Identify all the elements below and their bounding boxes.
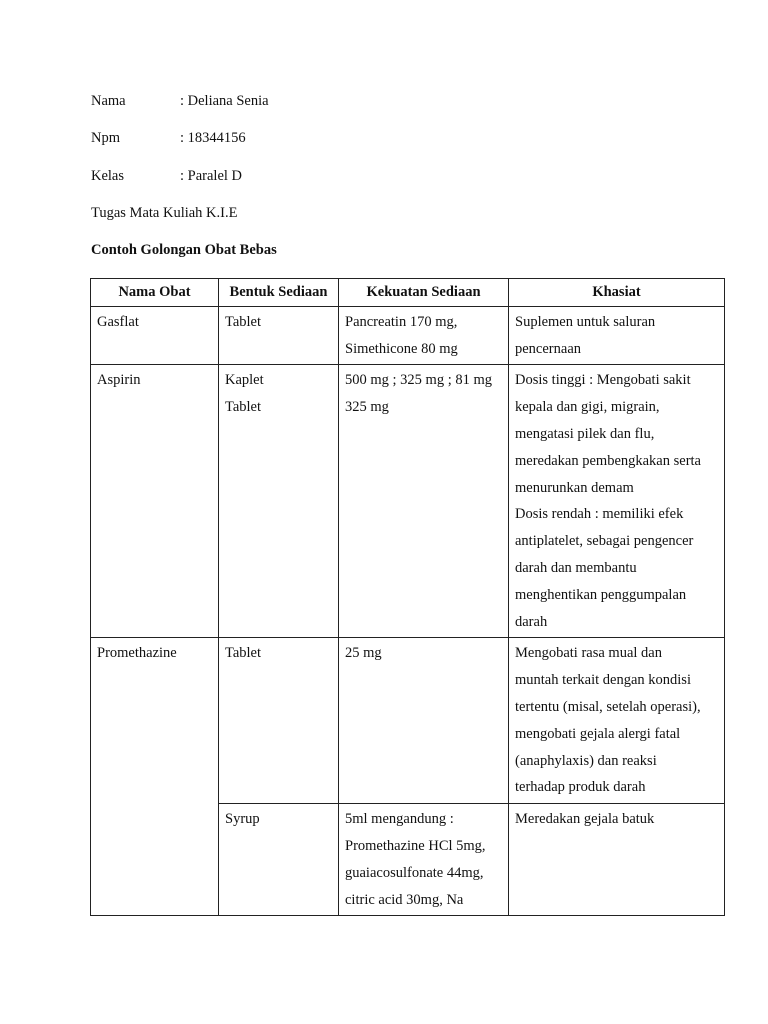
section-heading: Contoh Golongan Obat Bebas [91,242,277,258]
header-bentuk-sediaan: Bentuk Sediaan [219,279,339,307]
kelas-label: Kelas [91,168,125,184]
header-nama-obat: Nama Obat [91,279,219,307]
cell-aspirin-name: Aspirin [91,365,219,638]
cell-aspirin-benefit: Dosis tinggi : Mengobati sakit kepala dan gigi, migrain, mengatasi pilek dan flu, meredakan pembengkakan serta menurunkan demam Dosis rendah : memiliki efek antiplatelet, sebagai pengencer darah dan membantu menghentikan penggumpalan darah [509,365,725,638]
header-khasiat: Khasiat [509,279,725,307]
drug-table [90,278,725,916]
npm-row [91,128,246,148]
kelas-row [91,166,242,186]
table-row-aspirin [91,365,725,638]
header-kekuatan-sediaan: Kekuatan Sediaan [339,279,509,307]
cell-promethazine-tablet-form: Tablet [219,638,339,804]
cell-aspirin-form: Kaplet Tablet [219,365,339,638]
cell-promethazine-name: Promethazine [91,638,219,916]
kelas-value: : Paralel D [180,168,243,184]
table-header-row [91,279,725,307]
name-row [91,91,269,111]
assignment-title: Tugas Mata Kuliah K.I.E [91,205,238,221]
cell-promethazine-tablet-benefit: Mengobati rasa mual dan muntah terkait dengan kondisi tertentu (misal, setelah operasi), mengobati gejala alergi fatal (anaphylaxis) dan reaksi terhadap produk darah [509,638,725,804]
npm-label: Npm [91,130,120,146]
name-label: Nama [91,93,126,109]
cell-gasflat-name: Gasflat [91,306,219,365]
table-row-gasflat [91,306,725,365]
cell-promethazine-syrup-form: Syrup [219,804,339,916]
cell-promethazine-syrup-benefit: Meredakan gejala batuk [509,804,725,916]
npm-value: : 18344156 [180,130,246,146]
cell-gasflat-benefit: Suplemen untuk saluran pencernaan [509,306,725,365]
cell-aspirin-strength: 500 mg ; 325 mg ; 81 mg 325 mg [339,365,509,638]
table-row-promethazine-tablet [91,638,725,804]
cell-gasflat-form: Tablet [219,306,339,365]
name-value: : Deliana Senia [180,93,269,109]
cell-gasflat-strength: Pancreatin 170 mg, Simethicone 80 mg [339,306,509,365]
cell-promethazine-syrup-strength: 5ml mengandung : Promethazine HCl 5mg, guaiacosulfonate 44mg, citric acid 30mg, Na [339,804,509,916]
cell-promethazine-tablet-strength: 25 mg [339,638,509,804]
